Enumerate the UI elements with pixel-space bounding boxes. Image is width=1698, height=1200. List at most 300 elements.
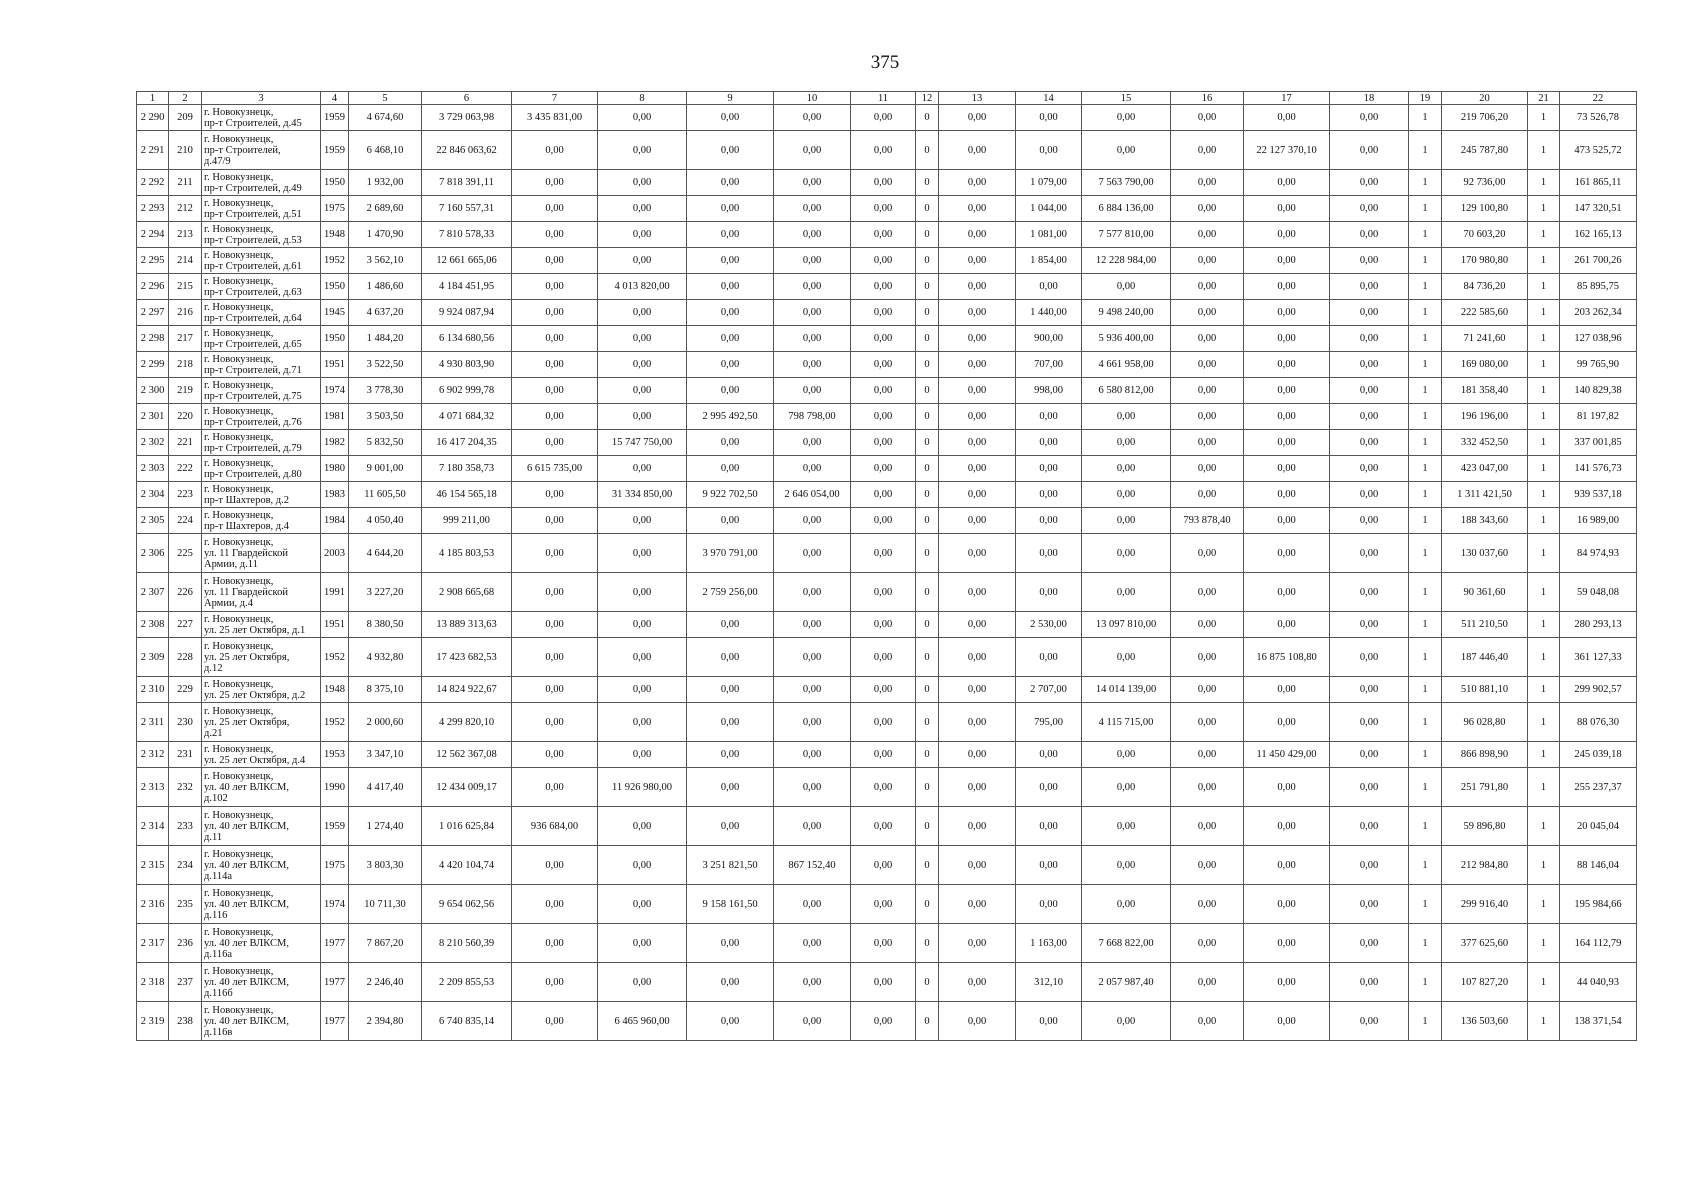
table-cell: 196 196,00: [1442, 404, 1528, 430]
table-cell: 0,00: [1244, 1002, 1330, 1041]
table-cell: 377 625,60: [1442, 924, 1528, 963]
table-cell: 0,00: [1016, 508, 1082, 534]
table-cell: 0: [916, 456, 939, 482]
table-cell: 0,00: [851, 131, 916, 170]
table-cell: 6 740 835,14: [422, 1002, 512, 1041]
table-cell: 0,00: [598, 378, 687, 404]
column-header: 15: [1082, 92, 1171, 105]
address-line: пр-т Строителей, д.79: [204, 442, 302, 454]
table-cell: 1: [1409, 1002, 1442, 1041]
table-cell: 1: [1528, 742, 1560, 768]
table-cell: 0,00: [687, 105, 774, 131]
table-cell: 2 057 987,40: [1082, 963, 1171, 1002]
table-row: [137, 638, 1637, 677]
table-cell: 0,00: [1016, 456, 1082, 482]
table-cell: 0,00: [851, 612, 916, 638]
table-cell: 4 644,20: [349, 534, 422, 573]
table-cell: 6 468,10: [349, 131, 422, 170]
address-line: г. Новокузнецк,: [204, 678, 274, 690]
table-cell: 71 241,60: [1442, 326, 1528, 352]
table-cell: 1: [1409, 482, 1442, 508]
table-cell: 0,00: [687, 963, 774, 1002]
table-cell: 0,00: [1171, 742, 1244, 768]
table-cell: 793 878,40: [1171, 508, 1244, 534]
table-cell: 0,00: [1171, 924, 1244, 963]
table-cell: 16 989,00: [1560, 508, 1637, 534]
table-cell: 0,00: [687, 352, 774, 378]
table-cell: 13 097 810,00: [1082, 612, 1171, 638]
table-cell: 0,00: [1330, 807, 1409, 846]
table-cell: 0,00: [598, 885, 687, 924]
table-cell: 1: [1528, 131, 1560, 170]
table-cell: 795,00: [1016, 703, 1082, 742]
table-cell: 2 300: [137, 378, 169, 404]
address-cell: [202, 677, 321, 703]
address-line: пр-т Строителей, д.76: [204, 416, 302, 428]
table-cell: 999 211,00: [422, 508, 512, 534]
table-cell: 0,00: [1244, 170, 1330, 196]
table-cell: 224: [169, 508, 202, 534]
table-cell: 0,00: [774, 456, 851, 482]
table-cell: 0,00: [1082, 534, 1171, 573]
table-cell: 9 654 062,56: [422, 885, 512, 924]
column-header: 6: [422, 92, 512, 105]
column-header: 16: [1171, 92, 1244, 105]
address-cell: [202, 508, 321, 534]
table-cell: 92 736,00: [1442, 170, 1528, 196]
table-cell: 44 040,93: [1560, 963, 1637, 1002]
table-cell: 7 180 358,73: [422, 456, 512, 482]
table-cell: 2 296: [137, 274, 169, 300]
table-cell: 0: [916, 638, 939, 677]
table-cell: 0,00: [939, 378, 1016, 404]
address-line: г. Новокузнецк,: [204, 770, 274, 782]
address-line: г. Новокузнецк,: [204, 353, 274, 365]
address-line: г. Новокузнецк,: [204, 536, 274, 548]
table-cell: 0: [916, 378, 939, 404]
register-table: [136, 91, 1637, 1041]
address-line: ул. 40 лет ВЛКСМ,: [204, 937, 289, 949]
table-cell: 0: [916, 573, 939, 612]
table-cell: 84 974,93: [1560, 534, 1637, 573]
table-cell: 0,00: [598, 573, 687, 612]
table-cell: 2 908 665,68: [422, 573, 512, 612]
table-cell: 1: [1409, 612, 1442, 638]
table-cell: 1 044,00: [1016, 196, 1082, 222]
table-cell: 0,00: [1171, 222, 1244, 248]
table-row: [137, 534, 1637, 573]
table-cell: 2 293: [137, 196, 169, 222]
table-cell: 2 301: [137, 404, 169, 430]
table-cell: 11 450 429,00: [1244, 742, 1330, 768]
table-cell: 73 526,78: [1560, 105, 1637, 131]
table-cell: 12 562 367,08: [422, 742, 512, 768]
table-cell: 0: [916, 196, 939, 222]
table-cell: 2 311: [137, 703, 169, 742]
table-cell: 164 112,79: [1560, 924, 1637, 963]
table-cell: 9 001,00: [349, 456, 422, 482]
table-cell: 2 294: [137, 222, 169, 248]
table-cell: 14 014 139,00: [1082, 677, 1171, 703]
table-cell: 2 292: [137, 170, 169, 196]
table-row: [137, 326, 1637, 352]
table-cell: 0,00: [774, 131, 851, 170]
table-cell: 2 315: [137, 846, 169, 885]
table-cell: 8 375,10: [349, 677, 422, 703]
table-cell: 1: [1409, 274, 1442, 300]
table-cell: 1983: [321, 482, 349, 508]
table-cell: 0,00: [1330, 768, 1409, 807]
table-cell: 0,00: [1016, 768, 1082, 807]
table-cell: 4 013 820,00: [598, 274, 687, 300]
table-cell: 0,00: [851, 378, 916, 404]
address-line: ул. 25 лет Октября,: [204, 651, 290, 663]
table-cell: 4 661 958,00: [1082, 352, 1171, 378]
table-cell: 70 603,20: [1442, 222, 1528, 248]
table-cell: 0,00: [687, 326, 774, 352]
table-cell: 1 854,00: [1016, 248, 1082, 274]
table-cell: 361 127,33: [1560, 638, 1637, 677]
table-cell: 2 309: [137, 638, 169, 677]
table-cell: 0,00: [1330, 638, 1409, 677]
table-cell: 0,00: [851, 742, 916, 768]
table-cell: 0,00: [1244, 326, 1330, 352]
table-cell: 0,00: [851, 846, 916, 885]
table-cell: 1 311 421,50: [1442, 482, 1528, 508]
address-line: ул. 40 лет ВЛКСМ,: [204, 898, 289, 910]
table-cell: 0,00: [939, 482, 1016, 508]
table-cell: 936 684,00: [512, 807, 598, 846]
table-row: [137, 612, 1637, 638]
address-line: г. Новокузнецк,: [204, 809, 274, 821]
table-cell: 1: [1409, 963, 1442, 1002]
address-line: пр-т Строителей, д.63: [204, 286, 302, 298]
table-cell: 0,00: [1244, 677, 1330, 703]
table-cell: 0,00: [1171, 456, 1244, 482]
table-cell: 0,00: [939, 846, 1016, 885]
table-cell: 0,00: [1016, 742, 1082, 768]
table-cell: 2003: [321, 534, 349, 573]
table-cell: 0,00: [1082, 1002, 1171, 1041]
table-cell: 188 343,60: [1442, 508, 1528, 534]
table-cell: 0,00: [1016, 482, 1082, 508]
address-cell: [202, 131, 321, 170]
table-row: [137, 456, 1637, 482]
table-cell: 0: [916, 807, 939, 846]
address-line: ул. 40 лет ВЛКСМ,: [204, 1015, 289, 1027]
table-cell: 0,00: [687, 1002, 774, 1041]
table-cell: 0,00: [598, 300, 687, 326]
table-cell: 0: [916, 170, 939, 196]
table-cell: 0,00: [939, 573, 1016, 612]
table-cell: 1950: [321, 170, 349, 196]
table-cell: 245 039,18: [1560, 742, 1637, 768]
table-cell: 1: [1528, 508, 1560, 534]
table-cell: 170 980,80: [1442, 248, 1528, 274]
address-line: г. Новокузнецк,: [204, 106, 274, 118]
table-cell: 1: [1528, 924, 1560, 963]
table-cell: 0,00: [939, 508, 1016, 534]
table-cell: 0,00: [512, 378, 598, 404]
table-row: [137, 703, 1637, 742]
table-cell: 195 984,66: [1560, 885, 1637, 924]
table-cell: 2 303: [137, 456, 169, 482]
address-cell: [202, 300, 321, 326]
table-cell: 423 047,00: [1442, 456, 1528, 482]
table-cell: 0: [916, 326, 939, 352]
address-line: г. Новокузнецк,: [204, 197, 274, 209]
table-cell: 1959: [321, 807, 349, 846]
table-cell: 2 646 054,00: [774, 482, 851, 508]
table-cell: 0,00: [687, 274, 774, 300]
table-cell: 2 318: [137, 963, 169, 1002]
table-cell: 0,00: [774, 352, 851, 378]
table-cell: 0: [916, 846, 939, 885]
table-cell: 11 926 980,00: [598, 768, 687, 807]
table-cell: 0,00: [1244, 963, 1330, 1002]
table-cell: 1977: [321, 963, 349, 1002]
table-cell: 1: [1409, 352, 1442, 378]
table-cell: 88 076,30: [1560, 703, 1637, 742]
table-cell: 235: [169, 885, 202, 924]
table-cell: 22 846 063,62: [422, 131, 512, 170]
address-line: д.116в: [204, 1026, 233, 1038]
table-cell: 0,00: [687, 378, 774, 404]
table-cell: 7 818 391,11: [422, 170, 512, 196]
table-cell: 0,00: [939, 105, 1016, 131]
table-cell: 1: [1409, 885, 1442, 924]
address-line: пр-т Строителей,: [204, 144, 281, 156]
address-cell: [202, 807, 321, 846]
table-cell: 0,00: [687, 170, 774, 196]
table-cell: 1: [1528, 326, 1560, 352]
table-row: [137, 846, 1637, 885]
table-cell: 218: [169, 352, 202, 378]
table-cell: 220: [169, 404, 202, 430]
table-cell: 1977: [321, 1002, 349, 1041]
table-cell: 0,00: [1330, 131, 1409, 170]
table-cell: 1: [1409, 378, 1442, 404]
table-cell: 0,00: [512, 742, 598, 768]
table-cell: 0,00: [687, 456, 774, 482]
address-line: г. Новокузнецк,: [204, 743, 274, 755]
table-cell: 0: [916, 222, 939, 248]
table-cell: 1: [1528, 885, 1560, 924]
table-cell: 0,00: [1244, 378, 1330, 404]
table-cell: 8 380,50: [349, 612, 422, 638]
table-cell: 0,00: [1330, 222, 1409, 248]
table-cell: 0: [916, 404, 939, 430]
table-cell: 212 984,80: [1442, 846, 1528, 885]
table-cell: 20 045,04: [1560, 807, 1637, 846]
table-cell: 0,00: [1016, 274, 1082, 300]
table-cell: 225: [169, 534, 202, 573]
table-cell: 2 298: [137, 326, 169, 352]
table-cell: 1977: [321, 924, 349, 963]
table-cell: 0,00: [1171, 430, 1244, 456]
table-cell: 0,00: [687, 924, 774, 963]
table-cell: 1: [1528, 612, 1560, 638]
table-cell: 280 293,13: [1560, 612, 1637, 638]
table-row: [137, 430, 1637, 456]
table-cell: 0,00: [687, 677, 774, 703]
table-cell: 0,00: [851, 352, 916, 378]
table-cell: 0,00: [1330, 924, 1409, 963]
table-cell: 1: [1409, 456, 1442, 482]
table-cell: 0: [916, 508, 939, 534]
table-cell: 0,00: [1244, 885, 1330, 924]
table-cell: 0,00: [939, 1002, 1016, 1041]
table-cell: 3 503,50: [349, 404, 422, 430]
table-cell: 12 228 984,00: [1082, 248, 1171, 274]
table-cell: 236: [169, 924, 202, 963]
table-cell: 0,00: [851, 534, 916, 573]
table-cell: 1: [1409, 105, 1442, 131]
table-cell: 4 185 803,53: [422, 534, 512, 573]
column-header: 12: [916, 92, 939, 105]
table-cell: 0: [916, 963, 939, 1002]
table-cell: 0,00: [1016, 1002, 1082, 1041]
table-cell: 0,00: [939, 170, 1016, 196]
address-cell: [202, 456, 321, 482]
table-cell: 1951: [321, 612, 349, 638]
table-cell: 0,00: [1082, 638, 1171, 677]
column-header: 8: [598, 92, 687, 105]
table-cell: 261 700,26: [1560, 248, 1637, 274]
table-cell: 0,00: [1171, 677, 1244, 703]
table-cell: 3 227,20: [349, 573, 422, 612]
address-line: д.11: [204, 831, 223, 843]
table-cell: 0,00: [939, 404, 1016, 430]
table-cell: 0,00: [1016, 404, 1082, 430]
table-cell: 1: [1409, 677, 1442, 703]
table-cell: 0,00: [512, 274, 598, 300]
table-cell: 10 711,30: [349, 885, 422, 924]
table-cell: 0,00: [1244, 807, 1330, 846]
table-cell: 0,00: [1330, 508, 1409, 534]
table-cell: 227: [169, 612, 202, 638]
table-cell: 234: [169, 846, 202, 885]
table-cell: 337 001,85: [1560, 430, 1637, 456]
address-cell: [202, 1002, 321, 1041]
table-cell: 0,00: [939, 612, 1016, 638]
table-cell: 0,00: [851, 404, 916, 430]
table-cell: 1974: [321, 378, 349, 404]
table-cell: 0,00: [1082, 508, 1171, 534]
address-line: д.116а: [204, 948, 232, 960]
table-cell: 0,00: [1171, 703, 1244, 742]
table-cell: 0,00: [512, 885, 598, 924]
table-cell: 998,00: [1016, 378, 1082, 404]
table-cell: 0,00: [687, 300, 774, 326]
table-cell: 1 081,00: [1016, 222, 1082, 248]
table-cell: 0,00: [1171, 768, 1244, 807]
table-cell: 0,00: [598, 105, 687, 131]
table-cell: 1: [1528, 248, 1560, 274]
table-cell: 0,00: [939, 326, 1016, 352]
table-cell: 0,00: [939, 742, 1016, 768]
table-cell: 0: [916, 300, 939, 326]
table-cell: 0,00: [939, 196, 1016, 222]
table-cell: 0,00: [1016, 573, 1082, 612]
address-cell: [202, 885, 321, 924]
table-cell: 0,00: [774, 807, 851, 846]
table-cell: 138 371,54: [1560, 1002, 1637, 1041]
table-cell: 3 251 821,50: [687, 846, 774, 885]
table-cell: 0,00: [1244, 196, 1330, 222]
address-cell: [202, 326, 321, 352]
table-cell: 4 184 451,95: [422, 274, 512, 300]
table-cell: 2 290: [137, 105, 169, 131]
table-row: [137, 742, 1637, 768]
table-cell: 299 902,57: [1560, 677, 1637, 703]
table-cell: 0: [916, 430, 939, 456]
table-cell: 226: [169, 573, 202, 612]
table-cell: 0,00: [1330, 612, 1409, 638]
table-cell: 0,00: [1171, 807, 1244, 846]
table-cell: 2 313: [137, 768, 169, 807]
table-cell: 0,00: [851, 274, 916, 300]
column-header: 5: [349, 92, 422, 105]
table-cell: 16 417 204,35: [422, 430, 512, 456]
table-row: [137, 768, 1637, 807]
table-cell: 1950: [321, 326, 349, 352]
address-line: д.102: [204, 792, 228, 804]
table-cell: 213: [169, 222, 202, 248]
table-cell: 4 420 104,74: [422, 846, 512, 885]
column-header: 9: [687, 92, 774, 105]
address-cell: [202, 430, 321, 456]
table-cell: 0,00: [1244, 612, 1330, 638]
table-cell: 3 347,10: [349, 742, 422, 768]
table-cell: 0,00: [1082, 885, 1171, 924]
table-cell: 0,00: [939, 807, 1016, 846]
table-cell: 12 661 665,06: [422, 248, 512, 274]
table-cell: 228: [169, 638, 202, 677]
table-cell: 0,00: [687, 222, 774, 248]
table-cell: 0,00: [851, 170, 916, 196]
table-cell: 233: [169, 807, 202, 846]
table-row: [137, 222, 1637, 248]
table-cell: 212: [169, 196, 202, 222]
table-cell: 88 146,04: [1560, 846, 1637, 885]
column-header: 14: [1016, 92, 1082, 105]
table-cell: 6 902 999,78: [422, 378, 512, 404]
table-cell: 0,00: [1244, 105, 1330, 131]
table-cell: 0,00: [1082, 456, 1171, 482]
table-cell: 0,00: [851, 885, 916, 924]
table-cell: 0: [916, 274, 939, 300]
table-cell: 0,00: [1330, 404, 1409, 430]
table-cell: 0,00: [512, 573, 598, 612]
address-line: ул. 40 лет ВЛКСМ,: [204, 781, 289, 793]
table-cell: 6 465 960,00: [598, 1002, 687, 1041]
table-cell: 0,00: [774, 612, 851, 638]
table-cell: 4 071 684,32: [422, 404, 512, 430]
table-cell: 0,00: [1171, 248, 1244, 274]
column-header: 19: [1409, 92, 1442, 105]
table-cell: 0,00: [1082, 274, 1171, 300]
table-cell: 2 209 855,53: [422, 963, 512, 1002]
table-cell: 0,00: [512, 612, 598, 638]
table-cell: 2 000,60: [349, 703, 422, 742]
table-cell: 0,00: [939, 300, 1016, 326]
table-cell: 0,00: [1330, 742, 1409, 768]
table-cell: 2 304: [137, 482, 169, 508]
table-cell: 1974: [321, 885, 349, 924]
column-header: 11: [851, 92, 916, 105]
table-cell: 0,00: [939, 222, 1016, 248]
